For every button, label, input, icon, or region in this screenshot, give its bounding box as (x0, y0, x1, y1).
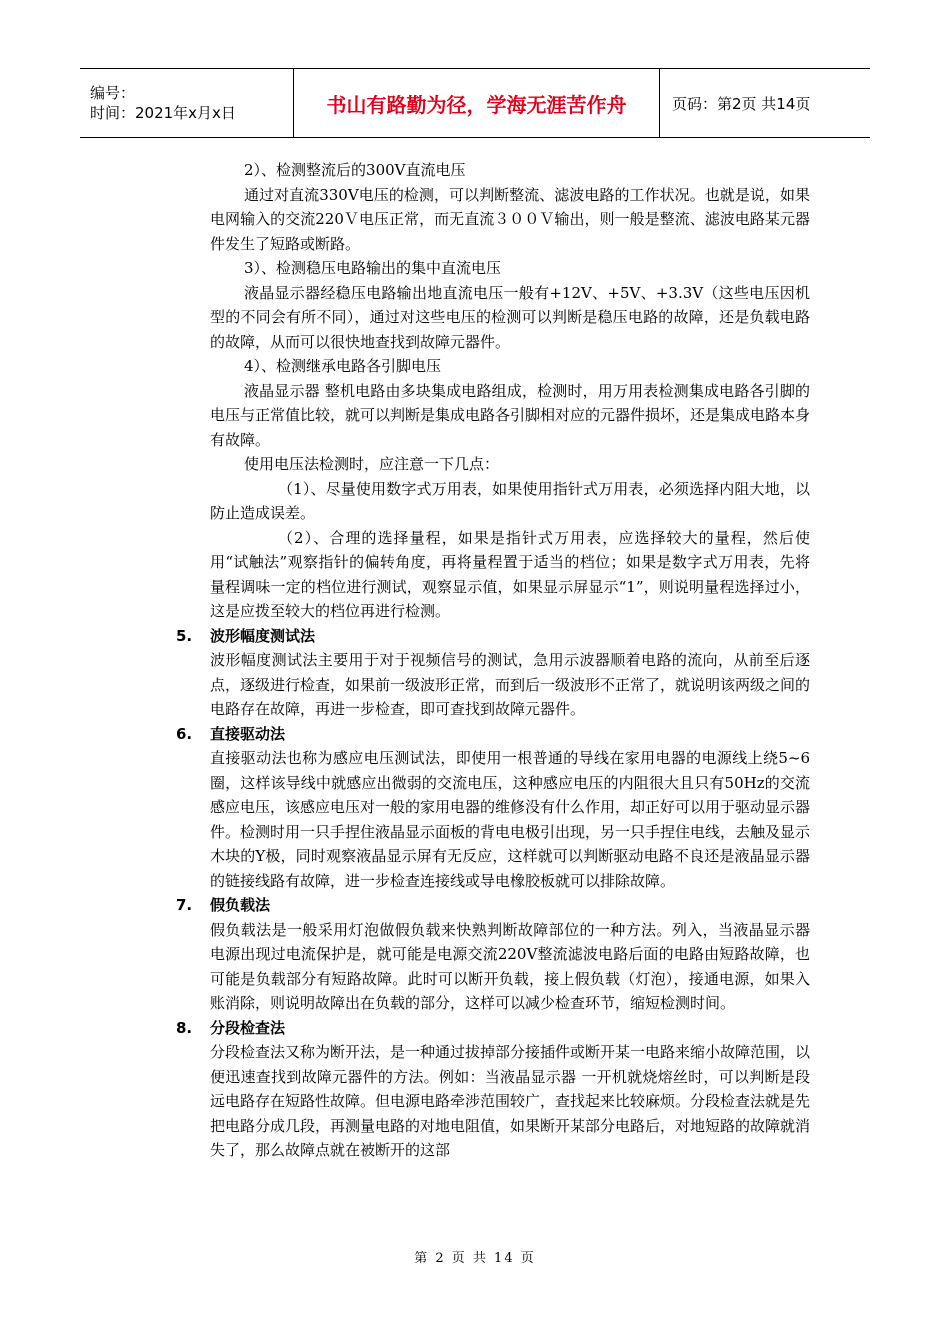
paragraph: 直接驱动法也称为感应电压测试法，即使用一根普通的导线在家用电器的电源线上绕5~6圈，这样该导线中就感应出微弱的交流电压，这种感应电压的内阻很大且只有50Hz的交流感应电压，该感应电压对一般的家用电器的维修没有什么作用，却正好可以用于驱动显示器件。检测时用一只手捏住液晶显示面板的背电电极引出现，另一只手捏住电线，去触及显示木块的Y极，同时观察液晶显示屏有无反应，这样就可以判断驱动电路不良还是液晶显示器的链接线路有故障，进一步检查连接线或导电橡胶板就可以排除故障。 (210, 749, 811, 890)
subheading-ic-pins: 4）、检测继承电路各引脚电压 (244, 357, 442, 375)
section-heading-7 (176, 893, 810, 918)
document-body (176, 158, 811, 1163)
paragraph: 假负载法是一般采用灯泡做假负载来快熟判断故障部位的一种方法。列入，当液晶显示器 电源出现过电流保护是，就可能是电源交流220V整流滤波电路后面的电路由短路故障，也可能是负载部分有短路故障。此时可以断开负载，接上假负载（灯泡），接通电源，如果入账消除，则说明故障出在负载的部分，这样可以减少检查环节，缩短检测时间。 (210, 920, 810, 1012)
paragraph: 分段检查法又称为断开法，是一种通过拔掉部分接插件或断开某一电路来缩小故障范围，以便迅速查找到故障元器件的方法。例如：当液晶显示器 一开机就烧熔丝时，可以判断是段远电路存在短路性故障。但电源电路牵涉范围较广，查找起来比较麻烦。分段检查法就是先把电路分成几段，再测量电路的对地电阻值，如果断开某部分电路后，对地短路的故障就消失了，那么故障点就在被断开的这部 (210, 1043, 811, 1159)
page-header (80, 68, 870, 138)
doc-number-label: 编号： (90, 84, 136, 102)
subheading-regulator: 3）、检测稳压电路输出的集中直流电压 (244, 259, 502, 277)
subheading-300v: 2）、检测整流后的300V直流电压 (244, 161, 466, 179)
paragraph: 波形幅度测试法主要用于对于视频信号的测试，急用示波器顺着电路的流向，从前至后逐点，逐级进行检查，如果前一级波形正常，而到后一级波形不正常了，就说明该两级之间的电路存在故障，再进一步检查，即可查找到故障元器件。 (210, 651, 811, 718)
section-heading-8 (176, 1016, 810, 1041)
paragraph: （1）、尽量使用数字式万用表，如果使用指针式万用表，必须选择内阻大地，以防止造成误差。 (210, 479, 810, 522)
paragraph: 液晶显示器 整机电路由多块集成电路组成，检测时，用万用表检测集成电路各引脚的电压与正常值比较，就可以判断是集成电路各引脚相对应的元器件损坏，还是集成电路本身有故障。 (210, 381, 811, 449)
section-title: 分段检查法 (210, 1018, 286, 1037)
section-heading-6 (176, 722, 810, 747)
section-number: 6. (176, 724, 193, 743)
section-title: 假负载法 (210, 896, 271, 914)
header-motto-cell (294, 69, 660, 137)
section-title: 直接驱动法 (210, 724, 286, 743)
header-page-number: 页码：第2页 共14页 (672, 94, 811, 113)
doc-date-label: 时间：2021年x月x日 (90, 104, 236, 122)
header-motto: 书山有路勤为径，学海无涯苦作舟 (326, 92, 627, 117)
paragraph: 使用电压法检测时，应注意一下几点： (244, 455, 500, 473)
header-meta (80, 69, 294, 137)
page-footer: 第 2 页 共 14 页 (414, 1251, 536, 1266)
paragraph: 液晶显示器经稳压电路输出地直流电压一般有+12V、+5V、+3.3V（这些电压因机型的不同会有所不同），通过对这些电压的检测可以判断是稳压电路的故障，还是负载电路的故障，从而可以很快地查找到故障元器件。 (210, 283, 810, 351)
section-title: 波形幅度测试法 (210, 626, 316, 645)
section-heading-5 (176, 624, 810, 649)
section-number: 5. (176, 626, 193, 645)
section-number: 8. (176, 1018, 193, 1037)
section-number: 7. (176, 896, 193, 914)
header-page-cell (660, 69, 870, 137)
paragraph: 通过对直流330V电压的检测，可以判断整流、滤波电路的工作状况。也就是说，如果电网输入的交流220Ｖ电压正常，而无直流３００Ｖ输出，则一般是整流、滤波电路某元器件发生了短路或断路。 (210, 185, 810, 253)
paragraph: （2）、合理的选择量程，如果是指针式万用表，应选择较大的量程，然后使用“试触法”观察指针的偏转角度，再将量程置于适当的档位；如果是数字式万用表，先将量程调味一定的档位进行测试，观察显示值，如果显示屏显示“1”，则说明量程选择过小，这是应拨至较大的档位再进行检测。 (210, 528, 810, 620)
